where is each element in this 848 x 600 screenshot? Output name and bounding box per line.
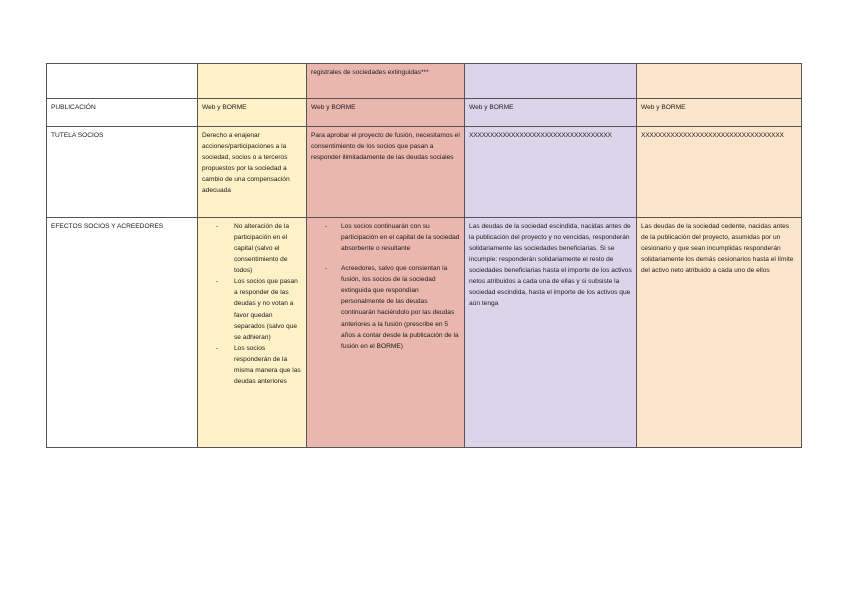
list-item: - Los socios continuarán con su participación en el capital de la sociedad absorbente o resultante [311, 221, 460, 254]
table-row-efectos [47, 218, 802, 448]
table-row-publicacion [47, 99, 802, 127]
cell-value: Para aprobar el proyecto de fusión, necesitamos el consentimiento de los socios que pasan a responder ilimitadamente de las deudas sociales [307, 127, 465, 218]
comparison-table [46, 63, 802, 448]
row-label: TUTELA SOCIOS [47, 127, 198, 218]
cell-value: XXXXXXXXXXXXXXXXXXXXXXXXXXXXXXXXXX [637, 127, 802, 218]
row-label: EFECTOS SOCIOS Y ACREEDORES [47, 218, 198, 448]
cell-value: Web y BORME [307, 99, 465, 127]
cell-empty [465, 64, 637, 99]
cell-empty [47, 64, 198, 99]
cell-value: XXXXXXXXXXXXXXXXXXXXXXXXXXXXXXXXXX [465, 127, 637, 218]
cell-empty [198, 64, 307, 99]
cell-value: Las deudas de la sociedad cedente, nacidas antes de la publicación del proyecto, asumidas por un cesionario y que sean incumplidas responderán solidariamente los demás cesionarios hasta el límite del activo neto atribuido a cada uno de ellos [637, 218, 802, 448]
list-item: - No alteración de la participación en el capital (salvo el consentimiento de todos) [202, 221, 302, 276]
cell-value: Web y BORME [637, 99, 802, 127]
cell-value: Web y BORME [198, 99, 307, 127]
table-row-tutela-socios [47, 127, 802, 218]
cell-value: Web y BORME [465, 99, 637, 127]
list-item: - Los socios que pasan a responder de las deudas y no votan a favor quedan separados (salvo que se adhieran) [202, 276, 302, 342]
cell-value: Derecho a enajenar acciones/participaciones a la sociedad, socios o a terceros propuestos por la sociedad a cambio de una compensación adecuada [198, 127, 307, 218]
bullet-list [311, 221, 460, 352]
cell-list [307, 218, 465, 448]
table-row-continued [47, 64, 802, 99]
list-item: - Acreedores, salvo que consientan la fusión, los socios de la sociedad extinguida que respondían personalmente de las deudas continuarán haciéndolo por las deudas anteriores a la fusión (prescribe en 5 años a contar desde la publicación de la fusión en el BORME) [311, 263, 460, 352]
row-label: PUBLICACIÓN [47, 99, 198, 127]
cell-value: Las deudas de la sociedad escindida, nacidas antes de la publicación del proyecto y no vencidas, responderán solidariamente las sociedades beneficiarias. Si se incumple: responderán solidariamente el resto de sociedades beneficiarias hasta el importe de los activos netos atribuidos a cada una de ellas y si subsiste la sociedad escindida, hasta el importe de los activos que aún tenga [465, 218, 637, 448]
cell-list [198, 218, 307, 448]
cell-continued-text: registrales de sociedades extinguidas*** [307, 64, 465, 99]
cell-empty [637, 64, 802, 99]
bullet-list [202, 221, 302, 387]
list-item: - Los socios responderán de la misma manera que las deudas anteriores [202, 343, 302, 387]
